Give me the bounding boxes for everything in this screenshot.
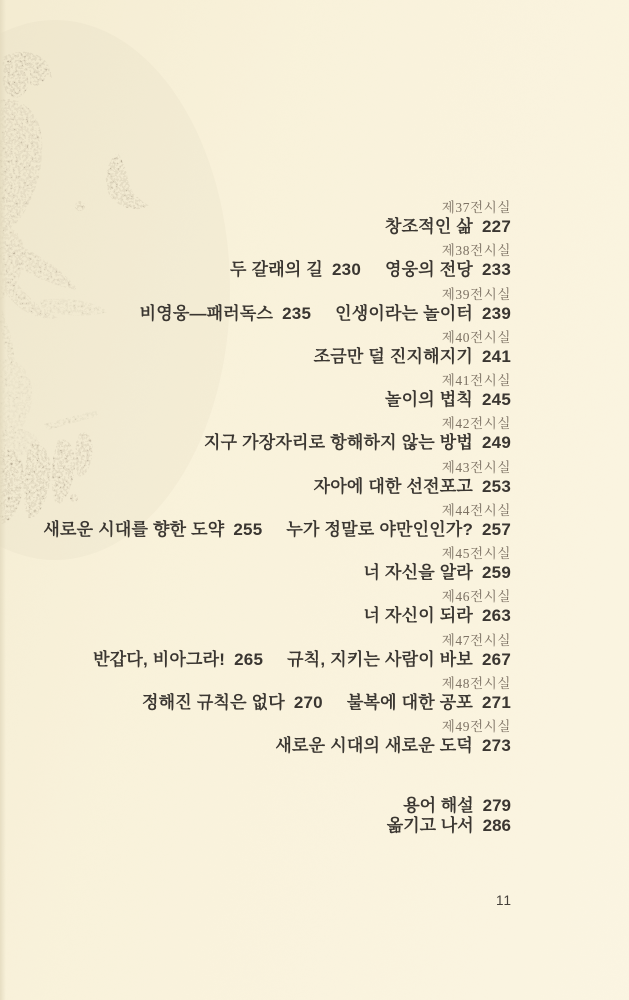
entry-page-number: 270: [293, 692, 323, 712]
entry-page-number: 245: [482, 390, 511, 409]
entry-page-number: 271: [482, 692, 511, 712]
toc-entry-line: [43, 478, 511, 496]
entry-title: 놀이의 법칙: [384, 390, 474, 409]
toc-entry: [230, 260, 361, 279]
toc-entry: [363, 563, 511, 582]
toc-entry: [385, 260, 511, 279]
entry-page-number: 273: [482, 736, 511, 755]
toc-section-44: [43, 504, 511, 539]
toc-entry: [385, 390, 511, 409]
room-label: 제49전시실: [441, 719, 511, 734]
toc-section-49: [43, 720, 511, 755]
toc-entry-line: [43, 391, 511, 409]
room-label: 제43전시실: [441, 459, 511, 475]
entry-page-number: 235: [282, 303, 312, 323]
back-matter-line: [387, 796, 511, 816]
toc-section-46: [43, 590, 511, 625]
entry-title: 새로운 시대를 향한 도약: [43, 519, 225, 539]
entry-title: 비영웅—패러독스: [139, 303, 274, 323]
toc-entry-line: [43, 564, 511, 582]
entry-page-number: 267: [482, 649, 511, 669]
toc-entry-line: [43, 261, 511, 279]
entry-page-number: 227: [482, 217, 511, 236]
entry-page-number: 239: [482, 303, 511, 323]
entry-page-number: 230: [332, 260, 361, 280]
entry-page-number: 286: [482, 815, 511, 835]
toc-section-48: [43, 677, 511, 712]
room-label: 제41전시실: [441, 373, 511, 388]
toc-entry: [314, 477, 511, 496]
entry-title: 옮기고 나서: [386, 815, 474, 835]
back-matter: [387, 796, 511, 835]
toc-entry: [347, 693, 511, 712]
entry-title: 새로운 시대의 새로운 도덕: [275, 736, 474, 755]
entry-title: 불복에 대한 공포: [346, 692, 474, 712]
toc-entry-line: [43, 305, 511, 323]
room-label: 제42전시실: [441, 416, 511, 432]
room-label: 제48전시실: [441, 675, 511, 691]
entry-page-number: 257: [482, 519, 511, 539]
entry-page-number: 233: [482, 260, 511, 280]
folio-page-number: 11: [495, 893, 512, 908]
toc-entry-line: [43, 434, 511, 452]
toc-section-40: [43, 331, 511, 366]
table-of-contents: [43, 201, 511, 763]
entry-page-number: 249: [482, 433, 511, 453]
toc-entry: [363, 606, 511, 625]
room-label: 제46전시실: [441, 589, 511, 605]
room-label: 제40전시실: [441, 329, 511, 345]
toc-entry: [287, 650, 511, 669]
toc-entry-line: [43, 607, 511, 625]
entry-title: 반갑다, 비아그라!: [93, 649, 226, 669]
entry-page-number: 263: [482, 606, 511, 626]
entry-title: 창조적인 삶: [384, 217, 474, 236]
entry-page-number: 241: [482, 346, 511, 366]
toc-entry: [275, 736, 511, 755]
entry-page-number: 255: [233, 519, 263, 539]
entry-page-number: 279: [482, 796, 511, 815]
toc-entry-line: [43, 521, 511, 539]
toc-section-45: [43, 547, 511, 582]
entry-title: 규칙, 지키는 사람이 바보: [287, 649, 474, 669]
toc-entry: [140, 304, 312, 323]
toc-section-43: [43, 461, 511, 496]
toc-entry-line: [43, 737, 511, 755]
toc-section-42: [43, 417, 511, 452]
toc-entry-line: [43, 694, 511, 712]
back-matter-line: [387, 816, 511, 836]
entry-title: 정해진 규칙은 없다: [142, 692, 285, 712]
toc-entry: [142, 693, 323, 712]
toc-entry: [286, 520, 511, 539]
entry-title: 자아에 대한 선전포고: [313, 476, 474, 496]
entry-title: 영웅의 전당: [384, 260, 474, 280]
entry-page-number: 253: [482, 476, 511, 496]
entry-title: 지구 가장자리로 항해하지 않는 방법: [204, 433, 474, 453]
toc-section-37: [43, 201, 511, 236]
room-label: 제47전시실: [441, 632, 511, 648]
entry-title: 너 자신을 알라: [363, 563, 474, 582]
room-label: 제37전시실: [441, 200, 511, 215]
entry-title: 두 갈래의 길: [230, 260, 324, 280]
toc-entry-line: [43, 218, 511, 236]
room-label: 제45전시실: [441, 546, 511, 561]
toc-entry-line: [43, 348, 511, 366]
toc-entry: [335, 304, 511, 323]
toc-entry: [43, 520, 262, 539]
room-label: 제44전시실: [441, 502, 511, 518]
room-label: 제39전시실: [441, 286, 511, 302]
entry-title: 용어 해설: [403, 796, 474, 815]
room-label: 제38전시실: [441, 243, 511, 259]
toc-entry: [314, 347, 511, 366]
entry-page-number: 259: [482, 563, 511, 582]
entry-title: 누가 정말로 야만인인가?: [286, 519, 474, 539]
toc-section-41: [43, 374, 511, 409]
entry-title: 인생이라는 놀이터: [335, 303, 474, 323]
toc-section-38: [43, 244, 511, 279]
toc-section-39: [43, 288, 511, 323]
toc-entry: [93, 650, 263, 669]
entry-page-number: 265: [234, 649, 264, 669]
toc-entry: [204, 433, 511, 452]
toc-entry: [385, 217, 511, 236]
scan-edge-shadow: [0, 0, 6, 1000]
entry-title: 너 자신이 되라: [363, 606, 474, 626]
entry-title: 조금만 덜 진지해지기: [313, 346, 474, 366]
toc-section-47: [43, 634, 511, 669]
toc-entry-line: [43, 651, 511, 669]
